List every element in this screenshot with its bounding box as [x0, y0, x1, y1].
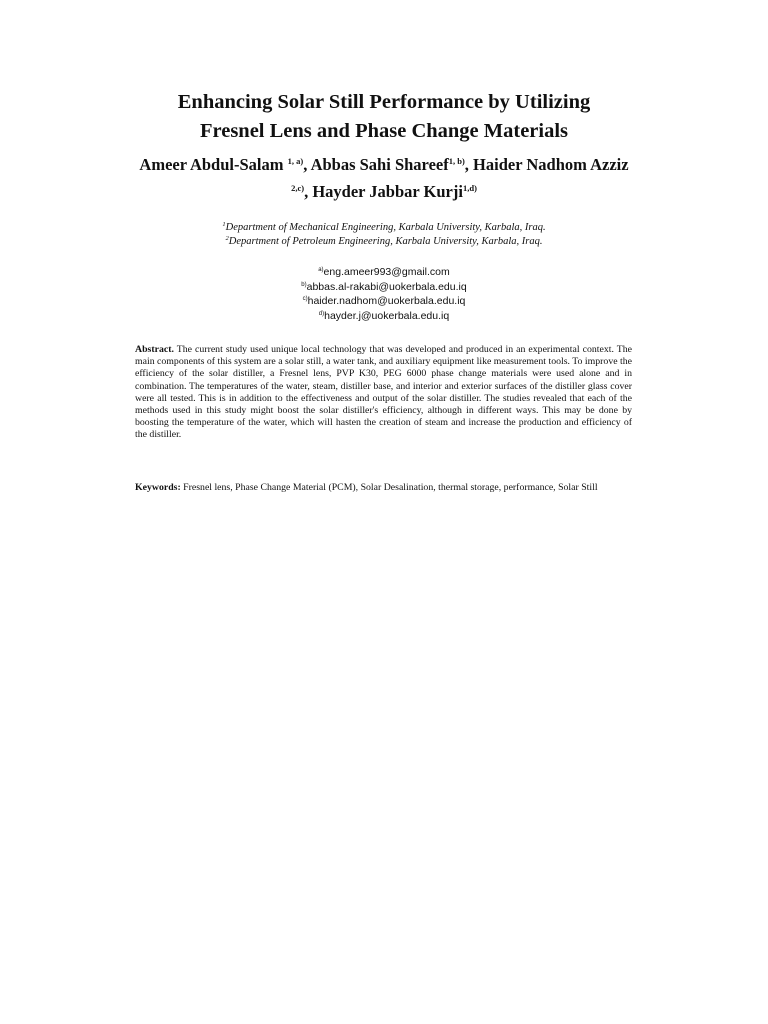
email-tag: a) [318, 267, 324, 273]
author-superscript: 2,c) [291, 183, 305, 193]
abstract-text: The current study used unique local technology that was developed and produced in an experimental context. The main components of this system are a solar still, a water tank, and auxiliary equipment like measurement tools. To improve the efficiency of the solar distiller, a Fresnel lens, PVP K30, PEG 6000 phase change materials were used alone and in combination. The temperatures of the water, steam, distiller base, and interior and exterior surfaces of the distiller glass cover were all tested. This is in addition to the effectiveness and output of the solar distiller. The studies revealed that each of the methods used in this study might boost the solar distiller's efficiency, although in different ways. This may be done by boosting the temperature of the water, which will hasten the creation of steam and increase the production and efficiency of the distiller. [135, 344, 632, 441]
author-superscript: 1, b) [448, 156, 465, 166]
abstract-label: Abstract. [135, 344, 174, 355]
email-address: abbas.al-rakabi@uokerbala.edu.iq [306, 280, 467, 293]
email-item [84, 309, 684, 324]
email-tag: c) [302, 296, 308, 302]
email-tag: d) [318, 310, 325, 317]
paper-title [84, 88, 684, 146]
title-line-1: Enhancing Solar Still Performance by Utilizing [177, 91, 591, 113]
affiliation-number: 1 [222, 221, 226, 228]
affiliation-list [84, 221, 684, 249]
author-superscript: 1,d) [462, 183, 477, 193]
keywords-label: Keywords: [135, 482, 181, 493]
email-address: hayder.j@uokerbala.edu.iq [324, 309, 450, 322]
author-separator: , [304, 182, 313, 201]
affiliation-text: Department of Mechanical Engineering, Karbala University, Karbala, Iraq. [225, 222, 546, 233]
email-item [84, 294, 684, 309]
keywords-text: Fresnel lens, Phase Change Material (PCM), Solar Desalination, thermal storage, performance, Solar Still [183, 482, 598, 493]
affiliation-number: 2 [225, 235, 229, 242]
email-address: eng.ameer993@gmail.com [323, 266, 450, 278]
author-name: Hayder Jabbar Kurji [312, 182, 463, 201]
email-item [84, 265, 684, 280]
affiliation-item [84, 221, 684, 235]
email-address: haider.nadhom@uokerbala.edu.iq [307, 295, 466, 307]
author-separator: , [303, 155, 311, 174]
author-superscript: 1, a) [287, 156, 304, 166]
title-line-2: Fresnel Lens and Phase Change Materials [199, 120, 569, 142]
affiliation-text: Department of Petroleum Engineering, Karbala University, Karbala, Iraq. [228, 236, 543, 247]
author-name: Haider Nadhom Azziz [473, 155, 629, 174]
author-name: Abbas Sahi Shareef [310, 155, 449, 174]
author-list [104, 151, 664, 205]
email-item [84, 280, 684, 295]
email-tag: b) [301, 281, 307, 288]
email-list [84, 265, 684, 323]
author-name: Ameer Abdul-Salam [139, 155, 284, 174]
author-separator: , [464, 155, 474, 174]
affiliation-item [84, 235, 684, 249]
keywords-section [135, 482, 632, 494]
abstract-section [135, 344, 632, 442]
